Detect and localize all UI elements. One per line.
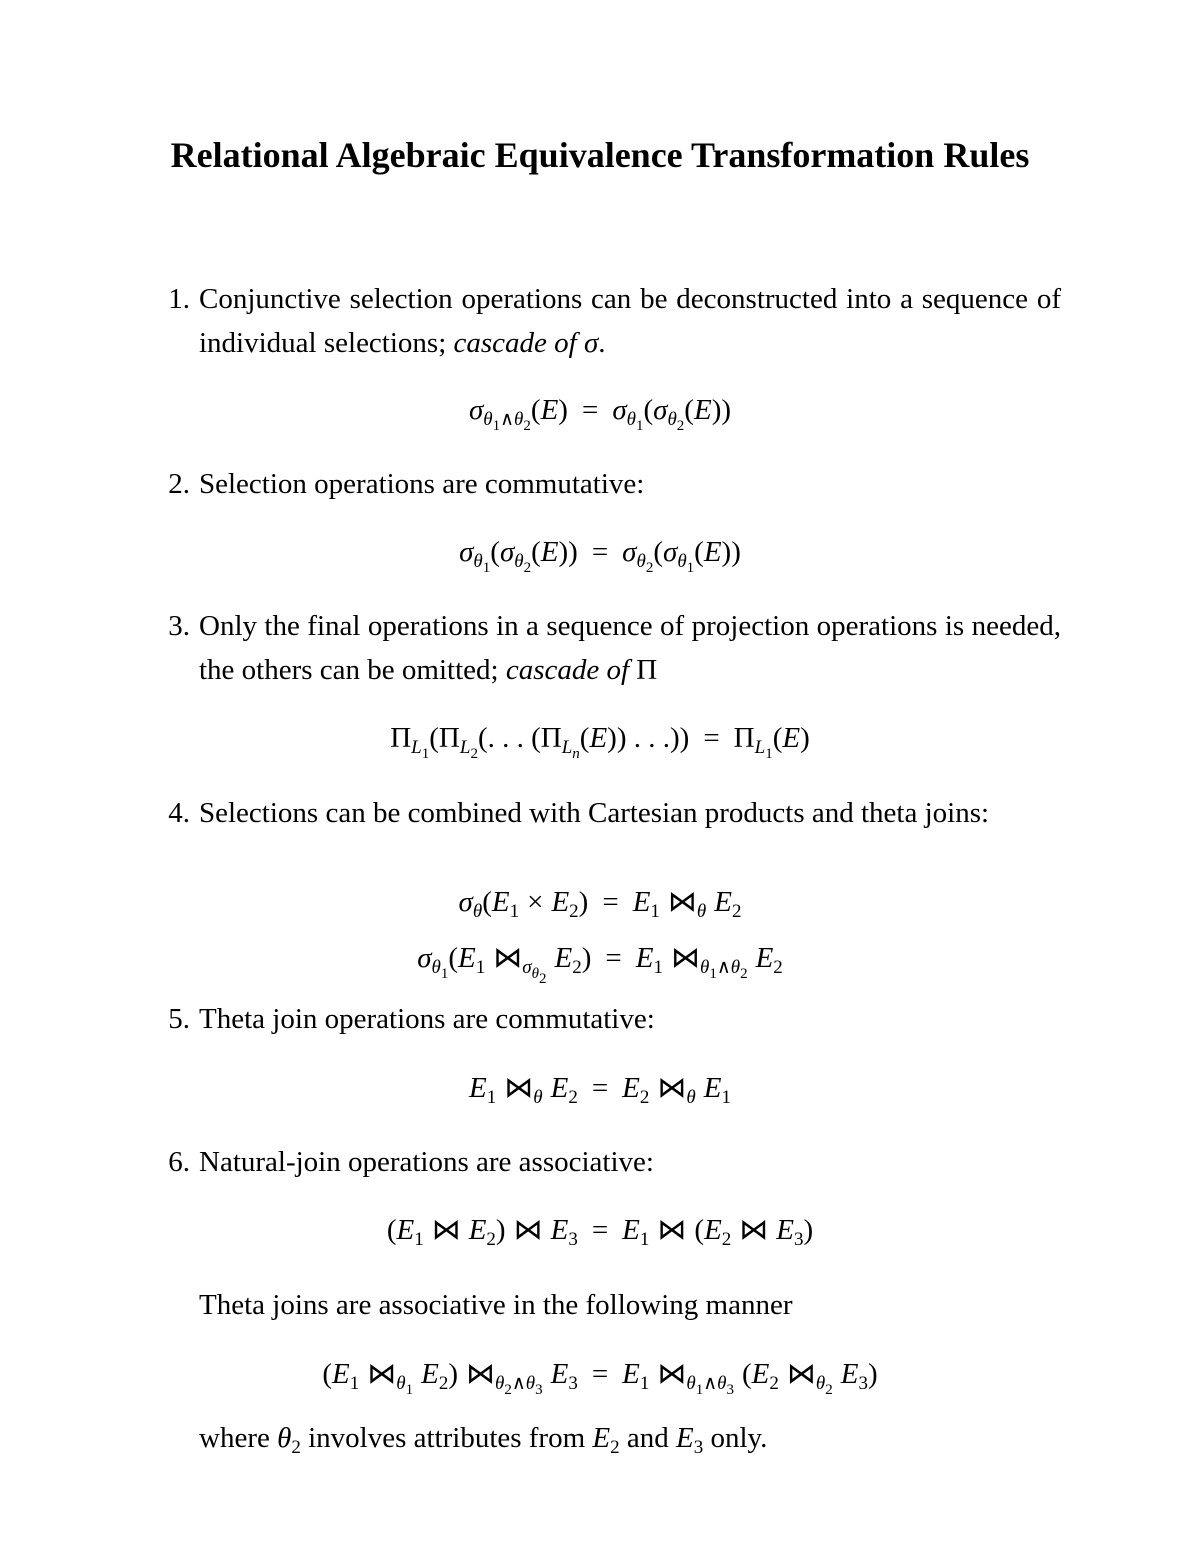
rule-5-equation: $E_1$ $⋈_\theta$ $E_2 = E_2$ $⋈_\theta$ $E_1$ [469,1072,731,1108]
rule-1-equation: $\sigma_{\theta_1\wedge\theta_2}(E) = \sigma_{\theta_1}(\sigma_{\theta_2}(E))$ [468,394,732,434]
rule-3-text [199,604,1061,692]
rule-3-text-italic: cascade of [505,654,630,686]
rule-6-equation: ($E_1$ ⋈ $E_2$) ⋈ $E_3 = E_1$ ⋈ ($E_2$ ⋈ $E_3$) [386,1214,814,1250]
rule-3-number: 3. [168,610,190,642]
where-text-and: and [619,1422,676,1454]
rule-1-text-italic: cascade of σ [453,327,599,359]
rule-1-text-main: Conjunctive selection operations can be deconstructed into a sequence of individual selections; [199,283,1061,359]
where-text-mid: involves attributes from [300,1422,593,1454]
rule-6-where-clause: where $\theta_2$ involves attributes from $E_2$ and $E_3$ only. [199,1422,768,1458]
rule-6-theta-equation: ($E_1$ $⋈_{\theta_1}$ $E_2$) $⋈_{\theta_2\wedge\theta_3}$ $E_3 = E_1$ $⋈_{\theta_1\wedge\theta_3}$ ($E_2$ $⋈_{\theta_2}$ $E_3$) [322,1358,878,1398]
rule-6-number: 6. [168,1146,190,1178]
rule-2-text: Selection operations are commutative: [199,468,645,500]
rule-5-text: Theta join operations are commutative: [199,1003,655,1035]
rule-6-text: Natural-join operations are associative: [199,1146,654,1178]
rule-4-equation-1: $\sigma_\theta(E_1 \times E_2) = E_1$ $⋈_\theta$ $E_2$ [458,886,742,922]
rule-2-number: 2. [168,468,190,500]
rule-3-text-end: Π [629,654,658,686]
rule-3-equation: $\Pi_{L_1}(\Pi_{L_2}$(. . . $(\Pi_{L_n}(E))$ . . .)) = $\Pi_{L_1}(E)$ [390,722,810,762]
rule-4-text: Selections can be combined with Cartesian products and theta joins: [199,797,990,829]
rule-4-number: 4. [168,797,190,829]
rule-5-number: 5. [168,1003,190,1035]
rule-4-equation-2: $\sigma_{\theta_1}(E_1$ $⋈_{\sigma_{\theta_2}}E_2) = E_1$ $⋈_{\theta_1\wedge\theta_2}$ $E_2$ [417,942,783,987]
rule-2-equation: $\sigma_{\theta_1}(\sigma_{\theta_2}(E)) = \sigma_{\theta_2}(\sigma_{\theta_1}(E))$ [459,536,741,576]
rule-3-text-main: Only the final operations in a sequence of projection operations is needed, the others can be omitted; [199,610,1061,686]
page-title: Relational Algebraic Equivalence Transformation Rules [170,135,1030,175]
rule-1-text [199,277,1061,365]
where-text-start: where [199,1422,278,1454]
where-text-end: only. [703,1422,768,1454]
rule-6-note: Theta joins are associative in the following manner [199,1289,793,1321]
rule-1-text-end: . [598,327,606,359]
rule-1-number: 1. [168,283,190,315]
